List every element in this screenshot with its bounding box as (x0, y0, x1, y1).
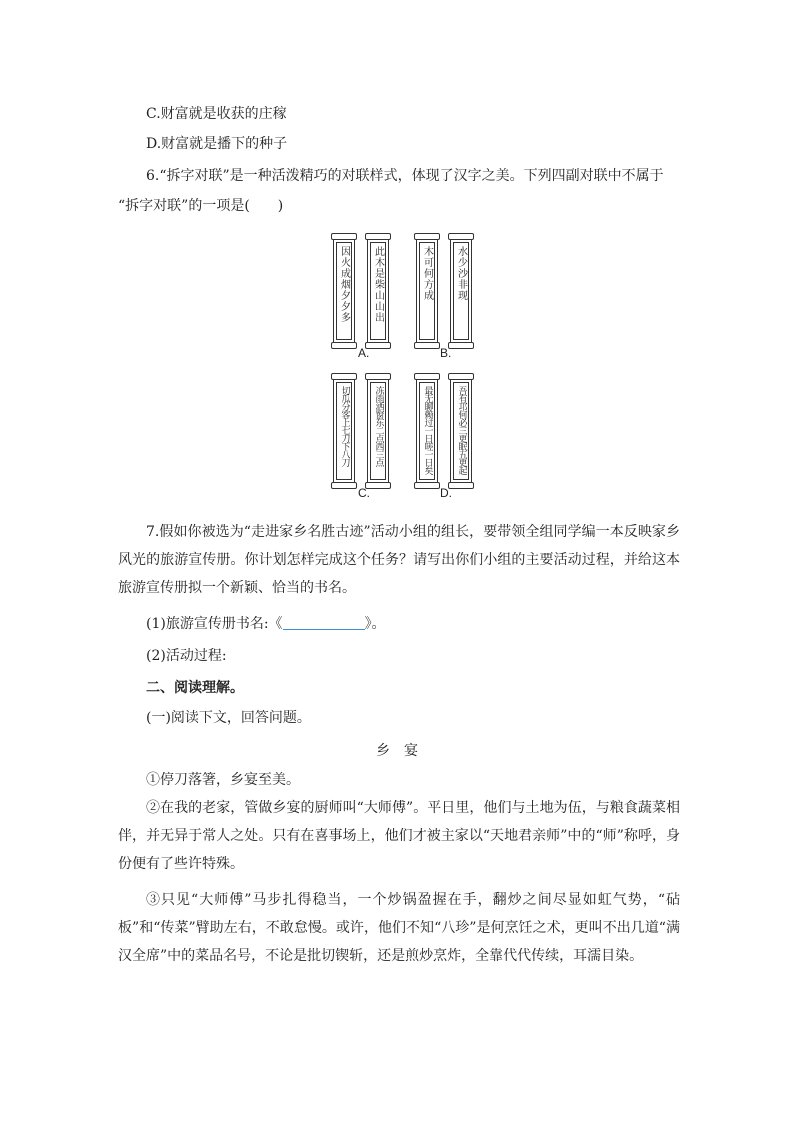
question-7-intro: 7.假如你被选为“走进家乡名胜古迹”活动小组的组长，要带领全组同学编一本反映家乡风光的旅游宣传册。你计划怎样完成这个任务？请写出你们小组的主要活动过程，并给这本旅游宣传册拟一个新颖、恰当的书名。 (118, 524, 680, 596)
couplet-b-right: 水少沙非现 (450, 233, 472, 349)
article-paragraph-3: ③只见“大师傅”马步扎得稳当，一个炒锅盈握在手，翻炒之间尽显如虹气势，“砧板”和“传菜”臂助左右，不敢怠慢。或许，他们不知“八珍”是何烹饪之术，更叫不出几道“满汉全席”中的菜品名号，不论是批切锲斩，还是煎炒烹炸，全靠代代传续，耳濡目染。 (118, 892, 680, 964)
couplet-c-right: 冻雨洒窗东二点西三点 (367, 373, 389, 489)
couplet-c-label: C. (358, 486, 370, 500)
article-paragraph-1: ①停刀落箸，乡宴至美。 (146, 772, 300, 788)
couplet-a-label: A. (358, 346, 370, 360)
question-7-sub1 (146, 614, 386, 634)
option-c: C.财富就是收获的庄稼 (146, 106, 287, 122)
question-7-sub2: (2)活动过程: (146, 648, 227, 664)
article-paragraph-2: ②在我的老家，管做乡宴的厨师叫“大师傅”。平日里，他们与土地为伍，与粮食蔬菜相伴，并无异于常人之处。只有在喜事场上，他们才被主家以“天地君亲师”中的“师”称呼，身份便有了些许特殊。 (118, 800, 680, 872)
article-title: 乡 宴 (376, 743, 418, 759)
couplet-d-right: 吾有邛何必三更眠五更起 (450, 373, 472, 489)
couplet-d-left: 最无聊赖过一日嗟一日矣 (416, 373, 438, 489)
couplet-b-label: B. (440, 346, 452, 360)
option-d: D.财富就是播下的种子 (146, 136, 288, 152)
couplet-d-label: D. (440, 486, 452, 500)
question-6-line1: 6.“拆字对联”是一种活泼精巧的对联样式，体现了汉字之美。下列四副对联中不属于 (146, 168, 664, 184)
couplet-b-left: 木可何方成 (416, 233, 438, 349)
section-subheading: (一)阅读下文，回答问题。 (146, 710, 311, 726)
booktitle-blank[interactable] (283, 615, 365, 630)
booktitle-prefix: (1)旅游宣传册书名:《 (146, 616, 283, 632)
couplet-c-left: 切瓜分客上七刀下八刀 (333, 373, 355, 489)
section-heading: 二、阅读理解。 (146, 680, 244, 696)
couplet-a-left: 因火成烟夕夕多 (333, 233, 355, 349)
booktitle-suffix: 》。 (364, 616, 386, 632)
question-6-line2: “拆字对联”的一项是( ) (118, 198, 284, 214)
couplet-a-right: 此木是柴山山出 (367, 233, 389, 349)
